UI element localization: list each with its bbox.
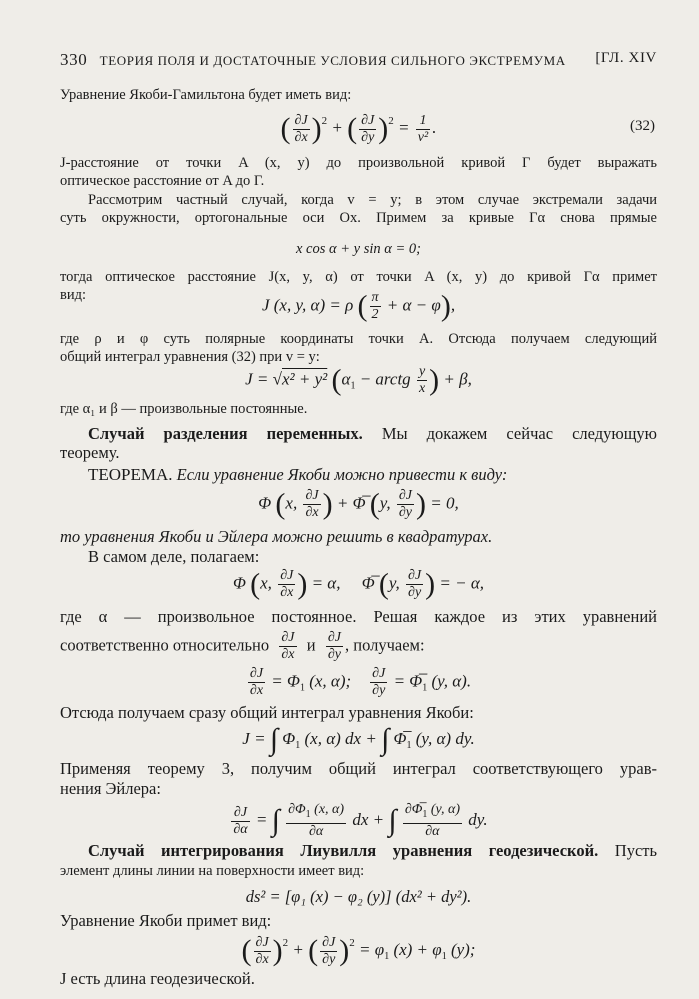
running-header bbox=[60, 50, 657, 70]
equation-theorem: Φ (x, $\frac{\partial J}{\partial x}$ ) + Φ̅ (y, $\frac{\partial J}{\partial y}$ ) = 0, bbox=[258, 487, 459, 521]
equation-line-element: ds² = [φ₁ (x) − φ₂ (y)] (dx² + dy²). bbox=[245, 887, 472, 906]
section-heading-line bbox=[60, 425, 657, 443]
equation-optical-distance: J (x, y, α) = ρ ( $\frac{\pi}{2}$ + α − φ), bbox=[261, 289, 456, 323]
paragraph-line: Применяя теорему 3, получим общий интеграл соответствующего урав- bbox=[60, 759, 657, 778]
paragraph-line: элемент длины линии на поверхности имеет вид: bbox=[60, 863, 365, 879]
paragraph-line: то уравнения Якоби и Эйлера можно решить в квадратурах. bbox=[60, 527, 493, 546]
paragraph-line: теорему. bbox=[60, 443, 120, 462]
section-heading: Случай интегрирования Лиувилля уравнения геодезической. bbox=[88, 841, 599, 860]
text-span: , получаем: bbox=[344, 635, 425, 655]
paragraph-line: Рассмотрим частный случай, когда v = y; в этом случае экстремали задачи bbox=[88, 192, 657, 208]
section-text: Пусть bbox=[614, 841, 658, 860]
paragraph-line: J-расстояние от точки A (x, y) до произвольной кривой Г будет выражать bbox=[60, 155, 657, 171]
equation-line: x cos α + y sin α = 0; bbox=[296, 241, 421, 257]
equation-liouville: ( $\frac{\partial J}{\partial x}$ )$^2$ + ( $\frac{\partial J}{\partial y}$ )$^2 = \varphi_1$ $(x) + \varphi_1$ (y); bbox=[241, 934, 476, 968]
paragraph-line: оптическое расстояние от A до Г. bbox=[60, 173, 265, 189]
text-span: соответственно относительно bbox=[60, 635, 270, 655]
chapter-label: [ГЛ. XIV bbox=[595, 50, 657, 66]
equation-euler-integral: $\frac{\partial J}{\partial\alpha}$ = ∫ $\frac{\partial\Phi_1 (x, \alpha)}{\partial\alpha}$ dx + ∫ $\frac{\partial\Phi̅_1 (y, \alpha)}{\partial\alpha}$ dy. bbox=[233, 802, 488, 839]
equation-jacobi-integral: J = ∫ $\Phi_1$ (x, α) dx + ∫ $\Phi̅_1$ (y, α) dy. bbox=[242, 723, 475, 757]
theorem-line bbox=[60, 466, 657, 484]
paragraph-line: общий интеграл уравнения (32) при v = y: bbox=[60, 349, 320, 365]
section-heading-line bbox=[60, 842, 657, 860]
paragraph-line: тогда оптическое расстояние J(x, y, α) от точки A (x, y) до кривой Гα примет bbox=[60, 269, 657, 285]
section-text: Мы докажем сейчас следующую bbox=[381, 424, 658, 443]
theorem-label: ТЕОРЕМА. bbox=[88, 465, 173, 484]
text-span: и bbox=[306, 635, 316, 655]
equation-separation: Φ (x, $\frac{\partial J}{\partial x}$ ) = α, Φ̅ (y, $\frac{\partial J}{\partial y}$ ) = − α, bbox=[232, 567, 485, 601]
paragraph-line: J есть длина геодезической. bbox=[60, 969, 255, 988]
section-heading: Случай разделения переменных. bbox=[88, 424, 363, 443]
paragraph-line: соответственно относительно $\frac{\partial J}{\partial x}$ и $\frac{\partial J}{\partial y}$ , получаем: bbox=[60, 630, 425, 662]
paragraph-line: В самом деле, полагаем: bbox=[88, 547, 260, 566]
equation-number: (32) bbox=[630, 118, 655, 134]
paragraph-line: суть окружности, ортогональные оси Ox. Примем за кривые Гα снова прямые bbox=[60, 210, 657, 226]
equation-32: ( $\frac{\partial J}{\partial x}$ )$^2$ + ( $\frac{\partial J}{\partial y}$ )$^2$ = $\frac{1}{\text{v²}}$ . bbox=[280, 112, 437, 146]
equation-general-integral: J = √x² + y² ($\alpha_1$ − arctg $\frac{y}{x}$ ) + β, bbox=[245, 363, 472, 397]
paragraph-line: Уравнение Якоби-Гамильтона будет иметь вид: bbox=[60, 87, 352, 103]
paragraph-line: Отсюда получаем сразу общий интеграл уравнения Якоби: bbox=[60, 703, 474, 722]
page-number: 330 bbox=[60, 50, 88, 69]
paragraph-line: где ρ и φ суть полярные координаты точки A. Отсюда получаем следующий bbox=[60, 331, 657, 347]
equation-solved: $\frac{\partial J}{\partial x}$ = $\Phi_1$ (x, α); $\frac{\partial J}{\partial y}$ = $\Phi̅_1$ (y, α). bbox=[249, 666, 472, 698]
paragraph-line: где α — произвольное постоянное. Решая каждое из этих уравнений bbox=[60, 607, 657, 626]
paragraph-line: где α₁ и β — произвольные постоянные. bbox=[60, 401, 308, 417]
paragraph-line: Уравнение Якоби примет вид: bbox=[60, 911, 272, 930]
paragraph-line: нения Эйлера: bbox=[60, 779, 161, 798]
paragraph-line: вид: bbox=[60, 287, 87, 303]
running-title: ТЕОРИЯ ПОЛЯ И ДОСТАТОЧНЫЕ УСЛОВИЯ СИЛЬНОГО ЭКСТРЕМУМА bbox=[99, 53, 566, 68]
theorem-text: Если уравнение Якоби можно привести к виду: bbox=[176, 465, 508, 484]
